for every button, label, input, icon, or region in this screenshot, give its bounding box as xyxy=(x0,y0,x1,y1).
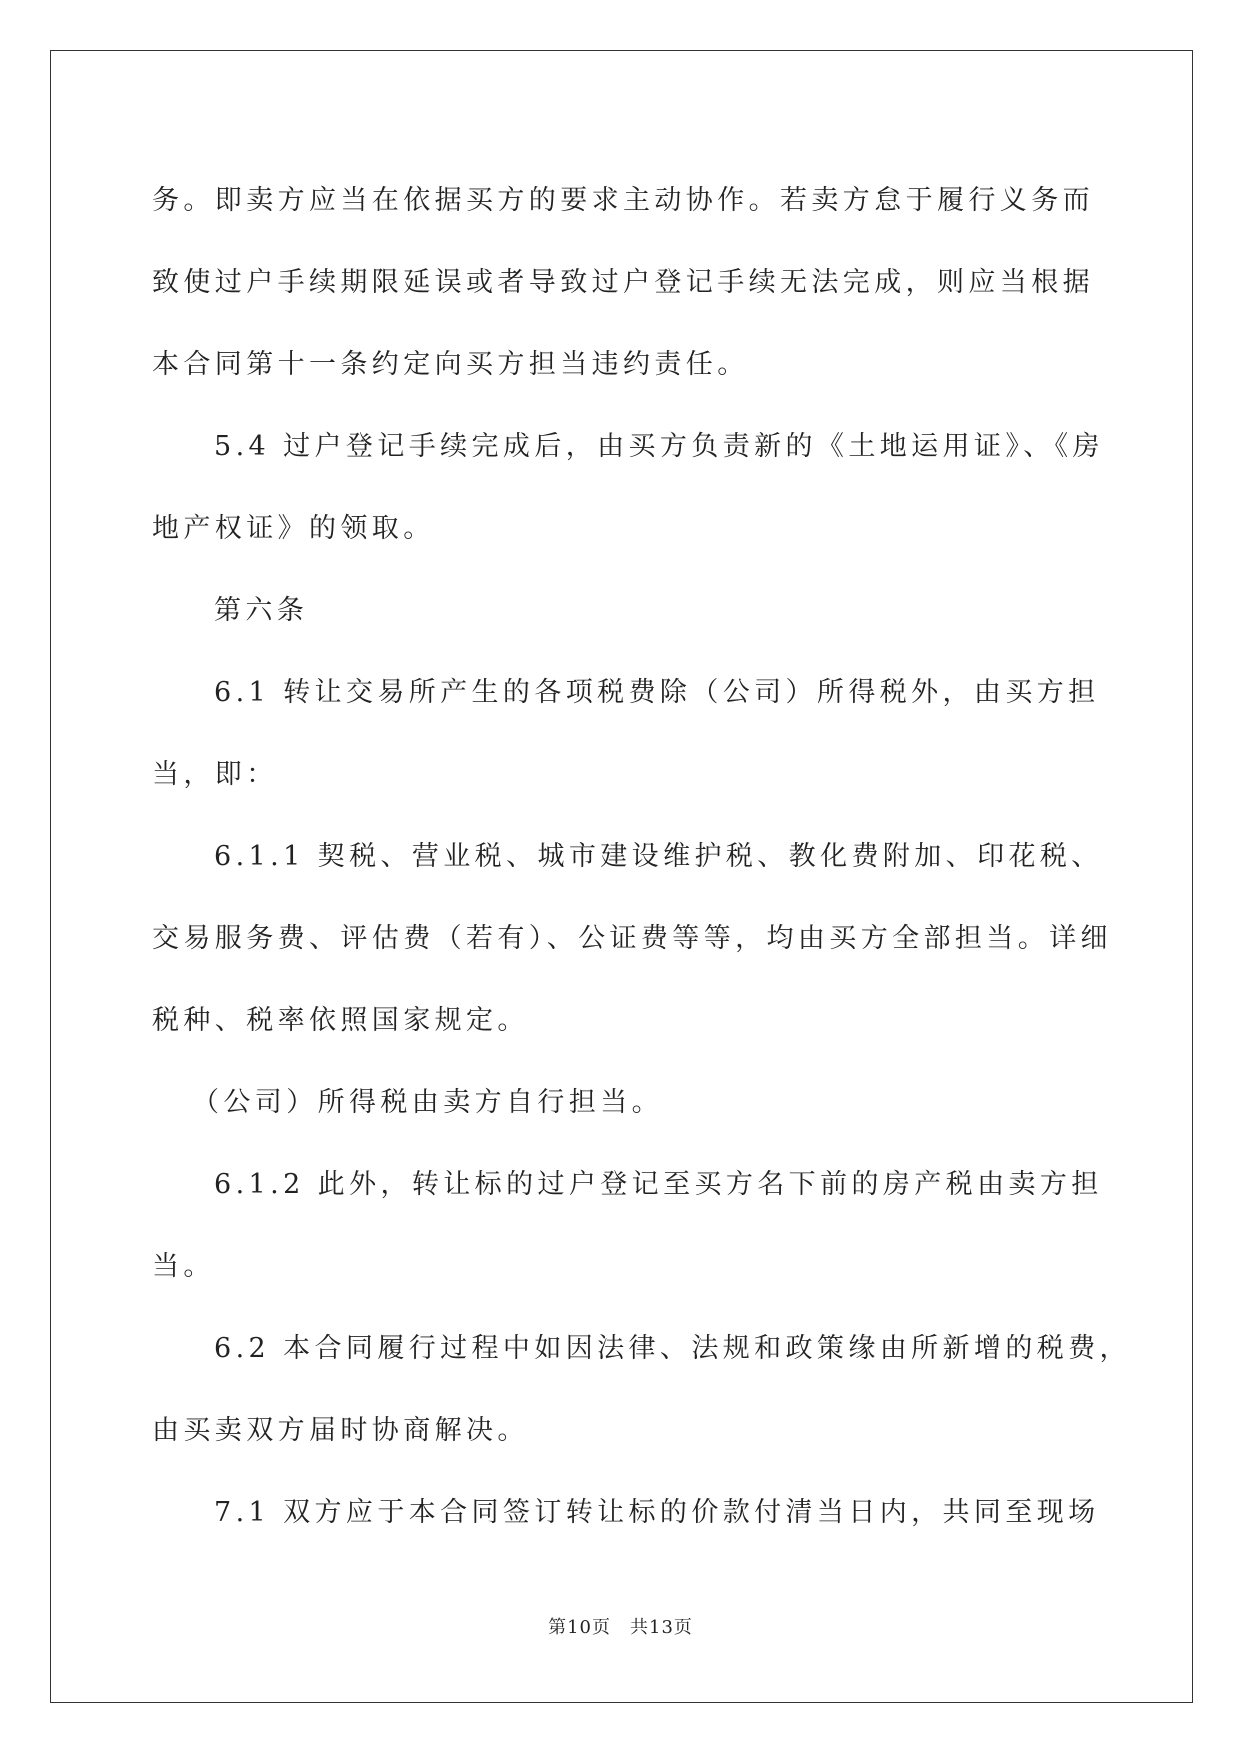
text-line: 7.1 双方应于本合同签订转让标的价款付清当日内，共同至现场 xyxy=(214,1497,1100,1528)
text-line: 税种、税率依照国家规定。 xyxy=(152,1005,529,1036)
paragraph-clause-6-2 xyxy=(152,1308,1131,1472)
text-line: 当。 xyxy=(152,1251,215,1282)
paragraph-income-tax xyxy=(152,1062,1092,1144)
text-line: 由买卖双方届时协商解决。 xyxy=(152,1415,529,1446)
text-line: （公司）所得税由卖方自行担当。 xyxy=(192,1087,663,1118)
paragraph-clause-6-1 xyxy=(152,652,1100,816)
paragraph-clause-6-1-2 xyxy=(152,1144,1103,1308)
text-line: 6.1.2 此外，转让标的过户登记至买方名下前的房产税由卖方担 xyxy=(214,1169,1103,1200)
document-body xyxy=(152,160,1131,1554)
paragraph-clause-5-4 xyxy=(152,406,1104,570)
text-line: 交易服务费、评估费（若有）、公证费等等，均由买方全部担当。详细 xyxy=(152,923,1112,954)
text-line: 致使过户手续期限延误或者导致过户登记手续无法完成，则应当根据 xyxy=(152,267,1094,298)
text-line: 6.1.1 契税、营业税、城市建设维护税、教化费附加、印花税、 xyxy=(214,841,1103,872)
text-line: 第六条 xyxy=(214,595,309,626)
paragraph-clause-6-1-1 xyxy=(152,816,1112,1062)
paragraph-obligation xyxy=(152,160,1092,406)
text-line: 地产权证》的领取。 xyxy=(152,513,435,544)
article-heading xyxy=(152,570,1092,652)
page-number-label: 第10页 共13页 xyxy=(548,1617,693,1638)
paragraph-clause-7-1 xyxy=(152,1472,1100,1554)
text-line: 当，即： xyxy=(152,759,278,790)
page-footer xyxy=(0,1613,1241,1639)
text-line: 5.4 过户登记手续完成后，由买方负责新的《土地运用证》、《房 xyxy=(214,431,1104,462)
text-line: 本合同第十一条约定向买方担当违约责任。 xyxy=(152,349,749,380)
text-line: 6.1 转让交易所产生的各项税费除（公司）所得税外，由买方担 xyxy=(214,677,1100,708)
text-line: 6.2 本合同履行过程中如因法律、法规和政策缘由所新增的税费， xyxy=(214,1333,1131,1364)
text-line: 务。即卖方应当在依据买方的要求主动协作。若卖方怠于履行义务而 xyxy=(152,185,1094,216)
